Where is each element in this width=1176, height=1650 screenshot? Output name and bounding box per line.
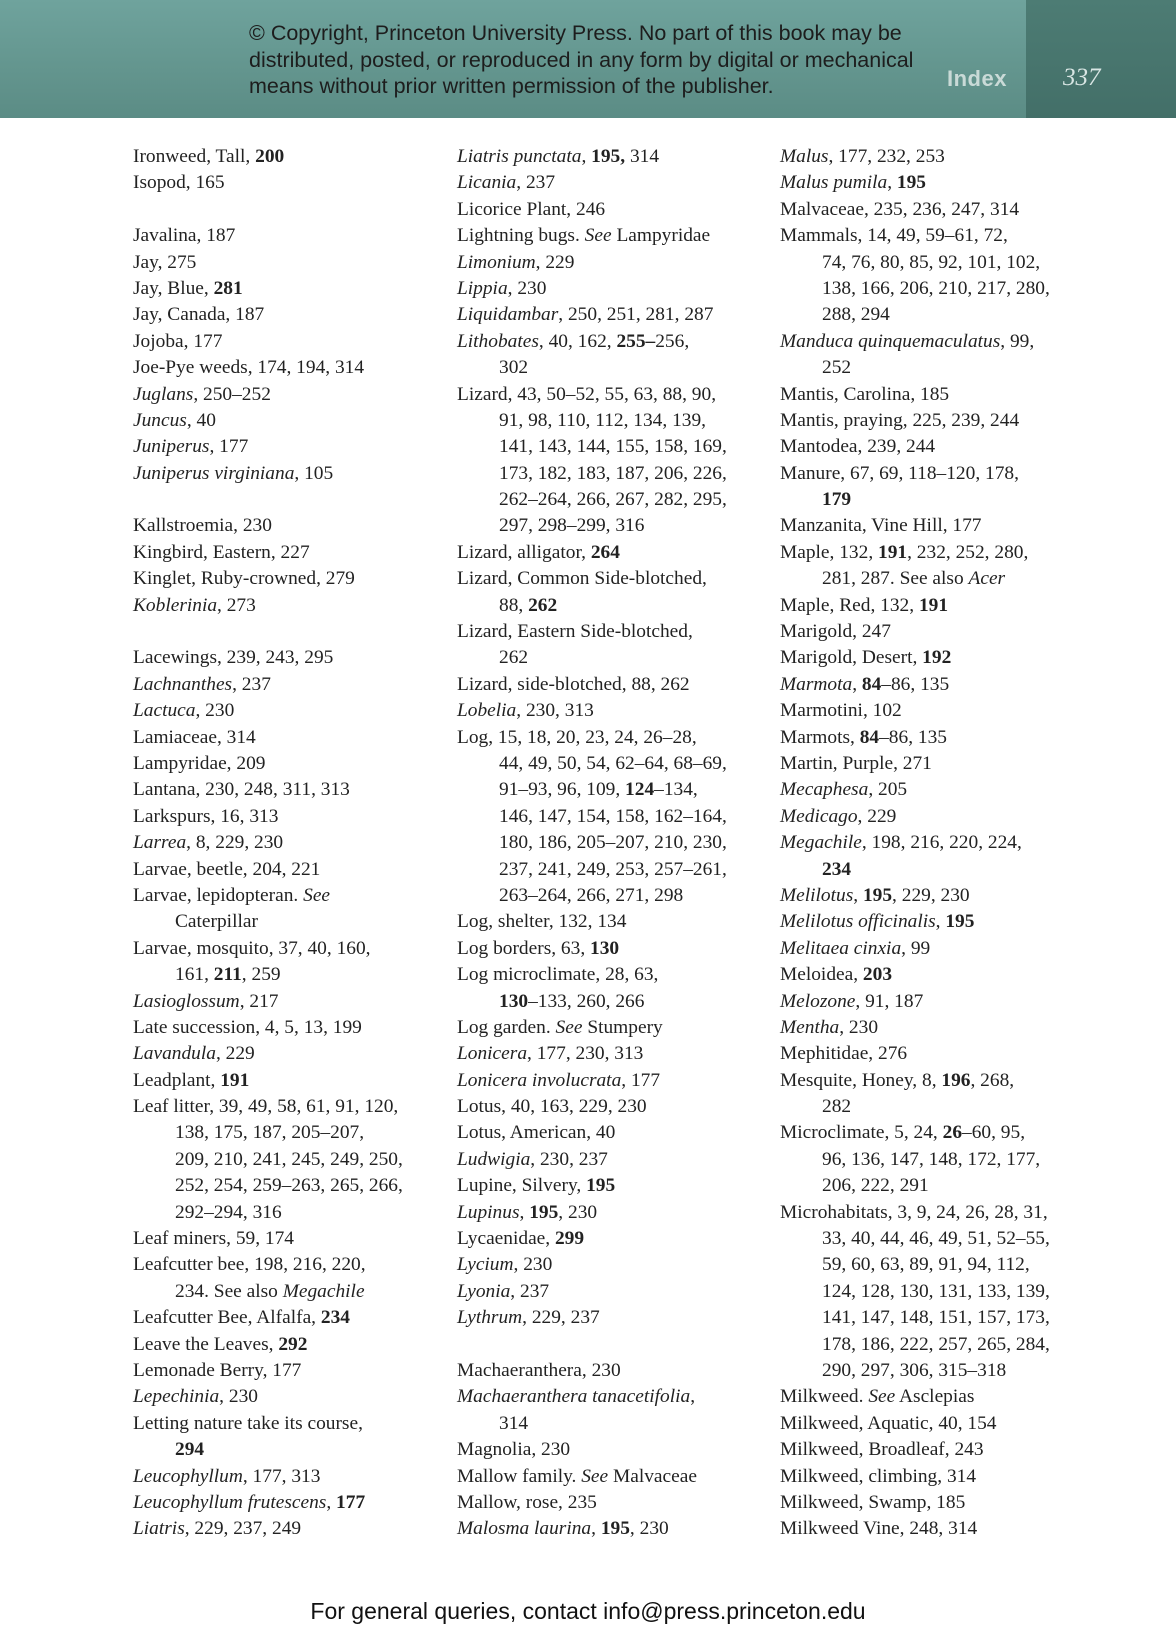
index-entry: Mentha, 230 (780, 1016, 879, 1038)
index-entry: Marmota, 84–86, 135 (780, 673, 950, 695)
index-continuation-line: 141, 147, 148, 151, 157, 173, (822, 1307, 1050, 1329)
index-continuation-line: 91–93, 96, 109, 124–134, (499, 779, 698, 801)
index-continuation-line: 282 (822, 1096, 852, 1118)
index-continuation-line: 294 (175, 1439, 205, 1461)
index-entry: Lotus, 40, 163, 229, 230 (457, 1096, 647, 1118)
index-continuation-line: 262–264, 266, 267, 282, 295, (499, 489, 727, 511)
index-entry: Milkweed. See Asclepias (780, 1386, 975, 1408)
index-entry: Mantis, praying, 225, 239, 244 (780, 409, 1020, 431)
index-continuation-line: 290, 297, 306, 315–318 (822, 1359, 1007, 1381)
index-entry: Liatris punctata, 195, 314 (457, 146, 660, 167)
index-entry: Leaf miners, 59, 174 (133, 1228, 295, 1250)
index-entry: Jay, Canada, 187 (133, 304, 265, 326)
index-entry: Javalina, 187 (133, 225, 236, 247)
index-entry: Lizard, side-blotched, 88, 262 (457, 673, 690, 695)
index-entry: Log, shelter, 132, 134 (457, 911, 627, 933)
index-entry: Marmots, 84–86, 135 (780, 726, 947, 748)
index-entry: Manure, 67, 69, 118–120, 178, (780, 462, 1019, 484)
index-entry: Lizard, Common Side-blotched, (457, 568, 707, 590)
index-entry: Manduca quinquemaculatus, 99, (780, 330, 1035, 352)
index-entry: Larvae, mosquito, 37, 40, 160, (133, 937, 371, 959)
index-entry: Juglans, 250–252 (133, 383, 271, 405)
index-column-3 (780, 144, 1050, 1543)
index-entry: Meloidea, 203 (780, 964, 893, 986)
index-entry: Late succession, 4, 5, 13, 199 (133, 1016, 362, 1038)
index-entry: Milkweed, Broadleaf, 243 (780, 1439, 984, 1461)
index-entry: Microhabitats, 3, 9, 24, 26, 28, 31, (780, 1201, 1048, 1223)
index-entry: Larvae, lepidopteran. See (133, 884, 331, 906)
index-entry: Leafcutter bee, 198, 216, 220, (133, 1254, 366, 1276)
index-continuation-line: 252, 254, 259–263, 265, 266, (175, 1175, 403, 1197)
index-entry: Leafcutter Bee, Alfalfa, 234 (133, 1307, 350, 1329)
index-entry: Juniperus, 177 (133, 436, 249, 458)
index-entry: Megachile, 198, 216, 220, 224, (780, 832, 1022, 854)
index-entry: Kingbird, Eastern, 227 (133, 541, 310, 563)
index-continuation-line: 124, 128, 130, 131, 133, 139, (822, 1280, 1050, 1302)
index-entry: Melitaea cinxia, 99 (780, 937, 931, 959)
index-entry: Lippia, 230 (457, 277, 547, 299)
index-entry: Lupine, Silvery, 195 (457, 1175, 616, 1197)
index-continuation-line: 234 (822, 858, 852, 880)
index-entry: Lythrum, 229, 237 (457, 1307, 600, 1329)
index-entry: Milkweed, Aquatic, 40, 154 (780, 1412, 997, 1434)
index-continuation-line: 314 (499, 1412, 529, 1434)
index-entry: Milkweed Vine, 248, 314 (780, 1518, 978, 1540)
index-entry: Larrea, 8, 229, 230 (133, 832, 284, 854)
index-entry: Mephitidae, 276 (780, 1043, 908, 1065)
index-entry: Mallow family. See Malvaceae (457, 1465, 697, 1487)
index-continuation-line: 288, 294 (822, 304, 890, 326)
index-continuation-line: 292–294, 316 (175, 1201, 282, 1223)
index-continuation-line: 206, 222, 291 (822, 1175, 929, 1197)
index-entry: Letting nature take its course, (133, 1412, 363, 1434)
copyright-line: © Copyright, Princeton University Press. No part of this book may be (249, 21, 902, 45)
index-entry: Mesquite, Honey, 8, 196, 268, (780, 1069, 1015, 1091)
index-entry: Marigold, Desert, 192 (780, 647, 952, 669)
index-entry: Malvaceae, 235, 236, 247, 314 (780, 198, 1020, 220)
index-entry: Leucophyllum frutescens, 177 (133, 1491, 366, 1513)
index-entry: Juniperus virginiana, 105 (133, 462, 334, 484)
index-entry: Jojoba, 177 (133, 330, 223, 352)
index-entry: Lizard, Eastern Side-blotched, (457, 621, 693, 643)
index-continuation-line: 96, 136, 147, 148, 172, 177, (822, 1148, 1041, 1170)
index-entry: Limonium, 229 (457, 251, 575, 273)
index-continuation-line: 74, 76, 80, 85, 92, 101, 102, (822, 251, 1041, 273)
index-entry: Lightning bugs. See Lampyridae (457, 225, 711, 247)
index-continuation-line: 209, 210, 241, 245, 249, 250, (175, 1148, 403, 1170)
index-entry: Lavandula, 229 (133, 1043, 255, 1065)
index-entry: Liatris, 229, 237, 249 (133, 1518, 302, 1540)
index-entry: Log garden. See Stumpery (457, 1016, 663, 1038)
index-continuation-line: 262 (499, 647, 529, 669)
index-entry: Lantana, 230, 248, 311, 313 (133, 779, 350, 801)
index-continuation-line: 33, 40, 44, 46, 49, 51, 52–55, (822, 1228, 1050, 1250)
index-entry: Maple, Red, 132, 191 (780, 594, 949, 616)
index-entry: Machaeranthera tanacetifolia, (457, 1386, 696, 1408)
index-entry: Leadplant, 191 (133, 1069, 250, 1091)
index-entry: Machaeranthera, 230 (457, 1359, 621, 1381)
index-continuation-line: 91, 98, 110, 112, 134, 139, (499, 409, 707, 431)
index-entry: Jay, 275 (133, 251, 197, 273)
index-entry: Melilotus officinalis, 195 (780, 911, 975, 933)
index-continuation-line: 297, 298–299, 316 (499, 515, 645, 537)
index-entry: Manzanita, Vine Hill, 177 (780, 515, 982, 537)
index-entry: Medicago, 229 (780, 805, 897, 827)
header-corner-panel (1026, 0, 1176, 118)
index-continuation-line: 146, 147, 154, 158, 162–164, (499, 805, 727, 827)
index-entry: Lyonia, 237 (457, 1280, 550, 1302)
index-entry: Log microclimate, 28, 63, (457, 964, 659, 986)
index-continuation-line: Caterpillar (175, 911, 258, 933)
index-entry: Mantodea, 239, 244 (780, 436, 936, 458)
index-entry: Lampyridae, 209 (133, 752, 266, 774)
index-entry: Lithobates, 40, 162, 255–256, (457, 330, 690, 352)
index-entry: Log, 15, 18, 20, 23, 24, 26–28, (457, 726, 697, 748)
index-entry: Magnolia, 230 (457, 1439, 571, 1461)
index-entry: Lycaenidae, 299 (457, 1228, 585, 1250)
index-entry: Joe-Pye weeds, 174, 194, 314 (133, 357, 365, 379)
index-entry: Malus pumila, 195 (780, 172, 926, 194)
index-continuation-line: 173, 182, 183, 187, 206, 226, (499, 462, 727, 484)
index-entry: Melozone, 91, 187 (780, 990, 924, 1012)
index-continuation-line: 178, 186, 222, 257, 265, 284, (822, 1333, 1050, 1355)
index-entry: Kinglet, Ruby-crowned, 279 (133, 568, 355, 590)
index-entry: Lupinus, 195, 230 (457, 1201, 598, 1223)
index-entry: Lasioglossum, 217 (133, 990, 279, 1012)
index-entry: Maple, 132, 191, 232, 252, 280, (780, 541, 1029, 563)
index-column-2 (457, 144, 727, 1543)
index-entry: Jay, Blue, 281 (133, 277, 243, 299)
index-entry: Mallow, rose, 235 (457, 1491, 597, 1513)
letter-gap (457, 1332, 727, 1358)
index-entry: Lizard, alligator, 264 (457, 541, 620, 563)
copyright-line: distributed, posted, or reproduced in any form by digital or mechanical (249, 47, 914, 72)
index-entry: Lizard, 43, 50–52, 55, 63, 88, 90, (457, 383, 717, 405)
index-entry: Licorice Plant, 246 (457, 198, 606, 220)
index-entry: Larvae, beetle, 204, 221 (133, 858, 321, 880)
copyright-line: means without prior written permission of the publisher. (249, 74, 774, 98)
index-entry: Leaf litter, 39, 49, 58, 61, 91, 120, (133, 1096, 399, 1118)
index-entry: Lacewings, 239, 243, 295 (133, 647, 334, 669)
copyright-notice (249, 20, 969, 100)
page-number: 337 (1063, 64, 1101, 91)
index-continuation-line: 234. See also Megachile (175, 1280, 365, 1302)
index-entry: Melilotus, 195, 229, 230 (780, 884, 970, 906)
index-entry: Kallstroemia, 230 (133, 515, 272, 537)
index-entry: Marigold, 247 (780, 621, 891, 643)
index-entry: Lepechinia, 230 (133, 1386, 258, 1408)
index-entry: Log borders, 63, 130 (457, 937, 620, 959)
index-entry: Milkweed, climbing, 314 (780, 1465, 977, 1487)
index-entry: Lobelia, 230, 313 (457, 700, 594, 722)
index-continuation-line: 130–133, 260, 266 (499, 990, 645, 1012)
index-continuation-line: 44, 49, 50, 54, 62–64, 68–69, (499, 752, 727, 774)
index-continuation-line: 59, 60, 63, 89, 91, 94, 112, (822, 1254, 1030, 1276)
running-head: Index (947, 66, 1007, 91)
index-entry: Lonicera involucrata, 177 (457, 1069, 661, 1091)
index-entry: Marmotini, 102 (780, 700, 902, 722)
index-entry: Milkweed, Swamp, 185 (780, 1491, 966, 1513)
index-entry: Lotus, American, 40 (457, 1122, 616, 1144)
index-continuation-line: 180, 186, 205–207, 210, 230, (499, 832, 727, 854)
letter-gap (133, 197, 403, 223)
index-entry: Ludwigia, 230, 237 (457, 1148, 608, 1170)
index-entry: Juncus, 40 (133, 409, 216, 431)
index-continuation-line: 88, 262 (499, 594, 558, 616)
index-entry: Ironweed, Tall, 200 (133, 146, 285, 167)
index-entry: Lemonade Berry, 177 (133, 1359, 302, 1381)
index-continuation-line: 138, 166, 206, 210, 217, 280, (822, 277, 1050, 299)
index-entry: Leucophyllum, 177, 313 (133, 1465, 321, 1487)
index-entry: Lycium, 230 (457, 1254, 553, 1276)
index-continuation-line: 263–264, 266, 271, 298 (499, 884, 684, 906)
index-entry: Malus, 177, 232, 253 (780, 146, 945, 167)
index-continuation-line: 252 (822, 357, 852, 379)
index-continuation-line: 138, 175, 187, 205–207, (175, 1122, 365, 1144)
index-entry: Leave the Leaves, 292 (133, 1333, 308, 1355)
index-entry: Lachnanthes, 237 (133, 673, 271, 695)
index-continuation-line: 161, 211, 259 (175, 964, 281, 986)
index-continuation-line: 237, 241, 249, 253, 257–261, (499, 858, 727, 880)
index-column-1 (133, 144, 403, 1543)
index-entry: Isopod, 165 (133, 172, 225, 194)
letter-gap (133, 619, 403, 645)
index-entry: Licania, 237 (457, 172, 556, 194)
index-entry: Koblerinia, 273 (133, 594, 256, 616)
index-continuation-line: 179 (822, 489, 852, 511)
index-entry: Microclimate, 5, 24, 26–60, 95, (780, 1122, 1026, 1144)
index-entry: Lamiaceae, 314 (133, 726, 256, 748)
index-entry: Larkspurs, 16, 313 (133, 805, 279, 827)
index-continuation-line: 281, 287. See also Acer (822, 568, 1006, 590)
index-entry: Malosma laurina, 195, 230 (457, 1518, 669, 1540)
index-entry: Liquidambar, 250, 251, 281, 287 (457, 304, 714, 326)
footer-contact: For general queries, contact info@press.princeton.edu (310, 1598, 866, 1624)
page-header-band (0, 0, 1176, 118)
index-entry: Mantis, Carolina, 185 (780, 383, 950, 405)
index-entry: Mammals, 14, 49, 59–61, 72, (780, 225, 1008, 247)
index-entry: Mecaphesa, 205 (780, 779, 908, 801)
index-continuation-line: 302 (499, 357, 529, 379)
index-continuation-line: 141, 143, 144, 155, 158, 169, (499, 436, 727, 458)
letter-gap (133, 487, 403, 513)
index-entry: Lonicera, 177, 230, 313 (457, 1043, 644, 1065)
index-entry: Martin, Purple, 271 (780, 752, 932, 774)
index-entry: Lactuca, 230 (133, 700, 235, 722)
